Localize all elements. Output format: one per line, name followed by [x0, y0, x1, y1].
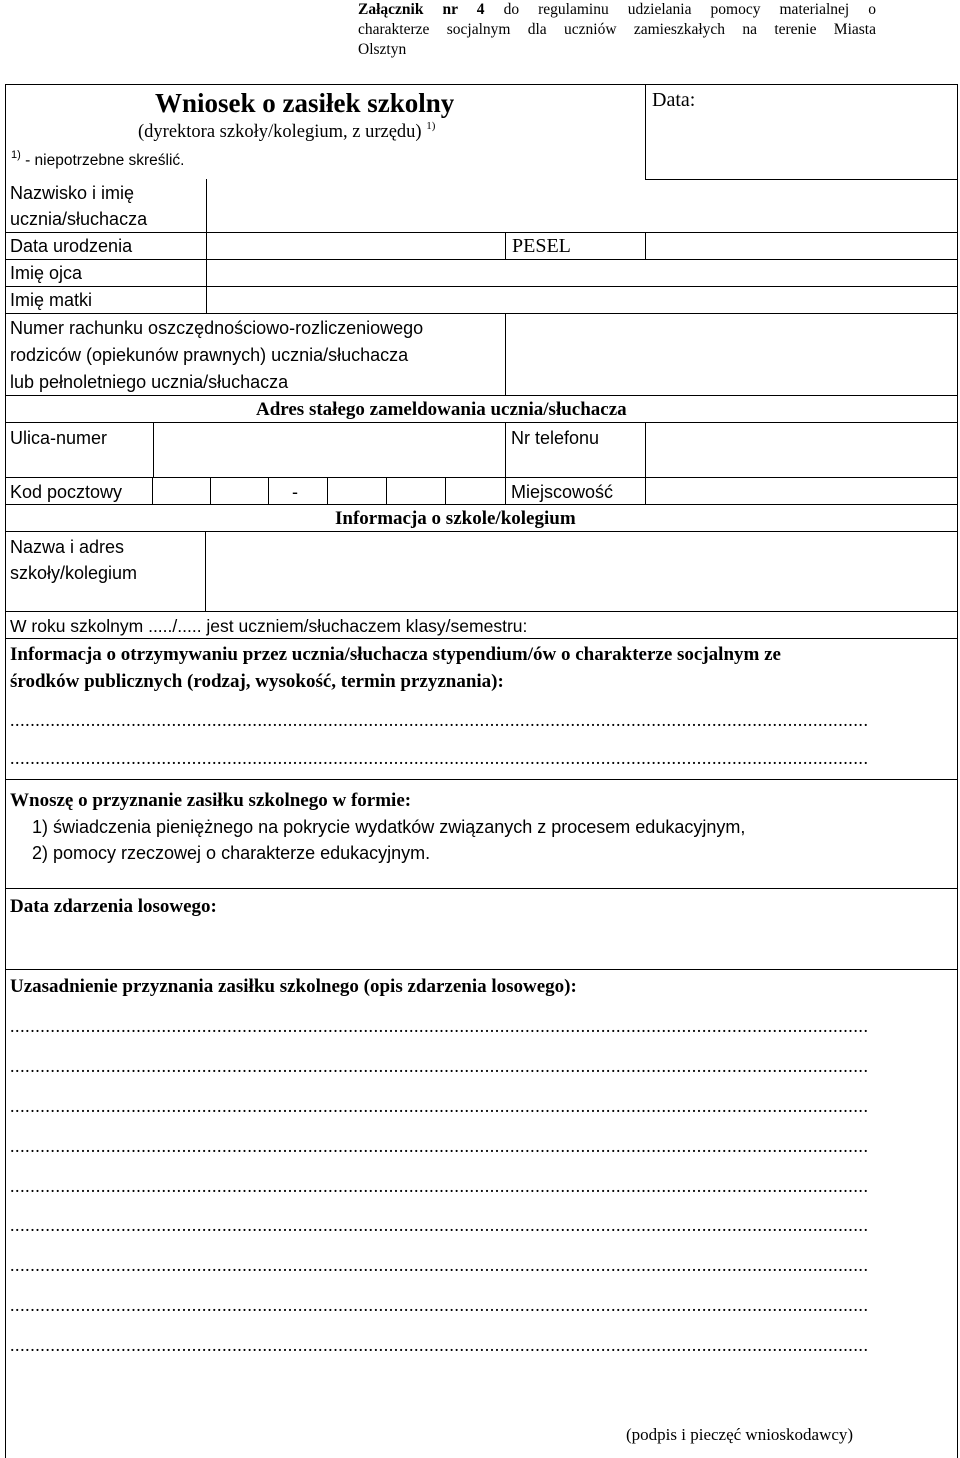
- school-year-line: W roku szkolnym ...../..... jest uczniem/słuchaczem klasy/semestru:: [10, 616, 528, 636]
- mother-name-field[interactable]: [208, 288, 955, 312]
- birth-date-field[interactable]: [208, 234, 503, 258]
- justification-dotted-line[interactable]: ..........................................................................................................................................................................: [10, 1056, 869, 1076]
- justification-dotted-line[interactable]: ..........................................................................................................................................................................: [10, 1335, 869, 1355]
- form-title: Wniosek o zasiłek szkolny: [155, 88, 455, 118]
- father-name-field[interactable]: [208, 261, 955, 285]
- scholarship-dotted-line[interactable]: ..........................................................................................................................................................................: [10, 710, 869, 730]
- justification-dotted-line[interactable]: ..........................................................................................................................................................................: [10, 1295, 869, 1315]
- event-date-field[interactable]: [270, 892, 955, 967]
- justification-dotted-line[interactable]: ..........................................................................................................................................................................: [10, 1215, 869, 1235]
- school-header: Informacja o szkole/kolegium: [335, 508, 576, 529]
- footnote: [11, 148, 185, 171]
- street-field[interactable]: [155, 424, 504, 476]
- pesel-field[interactable]: [647, 234, 955, 258]
- justification-dotted-line[interactable]: ..........................................................................................................................................................................: [10, 1176, 869, 1196]
- footnote-text: - niepotrzebne skreślić.: [25, 152, 185, 169]
- header-note-line3: Olsztyn: [358, 41, 407, 58]
- form-subtitle-text: (dyrektora szkoły/kolegium, z urzędu): [138, 122, 422, 142]
- form-subtitle-ref: 1): [426, 119, 436, 132]
- postal-label: Kod pocztowy: [10, 482, 123, 502]
- birth-date-label: Data urodzenia: [10, 236, 133, 256]
- header-note-label: Załącznik nr 4: [358, 1, 485, 18]
- school-name-label: Nazwa i adres szkoły/kolegium: [10, 537, 138, 583]
- postal-dash: -: [292, 482, 298, 502]
- request-option[interactable]: 2) pomocy rzeczowej o charakterze edukacyjnym.: [32, 843, 431, 863]
- date-label: Data:: [652, 89, 696, 111]
- street-label: Ulica-numer: [10, 428, 108, 448]
- account-label: Numer rachunku oszczędnościowo-rozliczeniowego rodziców (opiekunów prawnych) ucznia/słuchacza lub pełnoletniego ucznia/słuchacza: [10, 318, 424, 392]
- mother-name-label: Imię matki: [10, 290, 93, 310]
- phone-label: Nr telefonu: [511, 428, 600, 448]
- request-option[interactable]: 1) świadczenia pieniężnego na pokrycie wydatków związanych z procesem edukacyjnym,: [32, 817, 746, 837]
- header-note-line2: charakterze socjalnym dla uczniów zamieszkałych na terenie Miasta: [358, 21, 876, 38]
- phone-field[interactable]: [647, 424, 955, 476]
- header-note-line1: do regulaminu udzielania pomocy materialnej o: [503, 1, 877, 18]
- form-subtitle: [138, 121, 435, 143]
- account-number-field[interactable]: [507, 315, 955, 394]
- scholarship-dotted-line[interactable]: ..........................................................................................................................................................................: [10, 748, 869, 768]
- pesel-label: PESEL: [512, 235, 571, 257]
- signature-caption: (podpis i pieczęć wnioskodawcy): [626, 1425, 854, 1444]
- address-header: Adres stałego zameldowania ucznia/słuchacza: [256, 399, 627, 420]
- event-date-label: Data zdarzenia losowego:: [10, 896, 217, 917]
- school-name-field[interactable]: [207, 533, 955, 610]
- justification-dotted-line[interactable]: ..........................................................................................................................................................................: [10, 1016, 869, 1036]
- father-name-label: Imię ojca: [10, 263, 83, 283]
- scholarship-info: Informacja o otrzymywaniu przez ucznia/słuchacza stypendium/ów o charakterze socjalnym ze środków publicznych (rodzaj, wysokość, termin przyznania):: [10, 644, 781, 692]
- student-name-label: Nazwisko i imię ucznia/słuchacza: [10, 183, 148, 229]
- city-label: Miejscowość: [511, 482, 614, 502]
- justification-dotted-line[interactable]: ..........................................................................................................................................................................: [10, 1136, 869, 1156]
- justification-header: Uzasadnienie przyznania zasiłku szkolnego (opis zdarzenia losowego):: [10, 976, 577, 997]
- justification-dotted-line[interactable]: ..........................................................................................................................................................................: [10, 1096, 869, 1116]
- student-name-field[interactable]: [208, 181, 644, 231]
- footnote-ref: 1): [11, 148, 21, 161]
- postal-code-field[interactable]: [154, 479, 504, 503]
- header-note: [358, 0, 876, 60]
- city-field[interactable]: [647, 479, 955, 503]
- justification-dotted-line[interactable]: ..........................................................................................................................................................................: [10, 1255, 869, 1275]
- request-header: Wnoszę o przyznanie zasiłku szkolnego w formie:: [10, 790, 412, 811]
